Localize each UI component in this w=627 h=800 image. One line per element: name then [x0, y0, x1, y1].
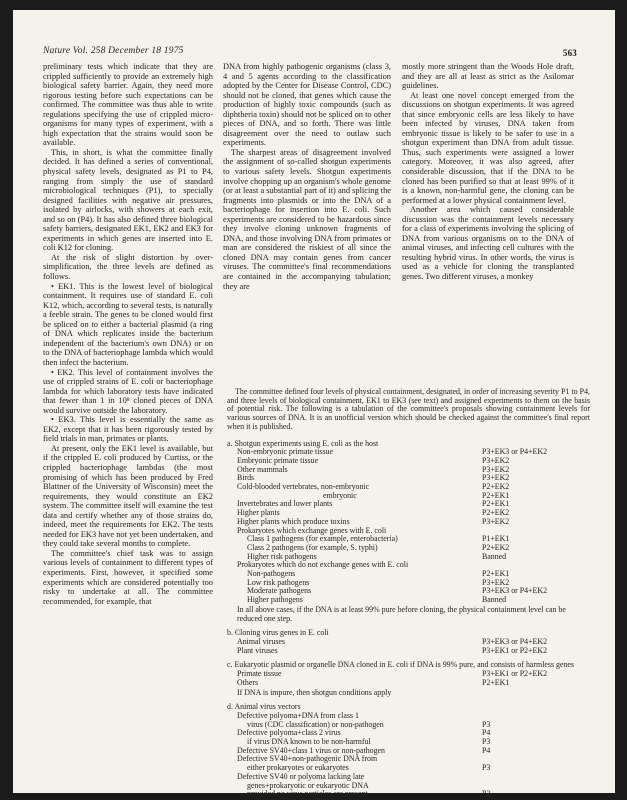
- row-label: either prokaryotes or eukaryotes: [247, 763, 349, 773]
- row-value: P2+EK1: [482, 677, 510, 687]
- section-title: a. Shotgun experiments using E. coli as the host: [227, 438, 379, 448]
- row-label: Defective polyoma+DNA from class 1: [237, 710, 359, 720]
- table-row: [227, 679, 590, 688]
- row-value: P3+EK1 or P2+EK2: [482, 669, 548, 679]
- row-value: P2+EK2: [482, 542, 510, 552]
- table-sections: [227, 440, 590, 799]
- row-value: P2+EK2: [482, 482, 510, 492]
- row-label: Higher pathogens: [247, 595, 303, 605]
- table-row: [227, 647, 590, 656]
- row-label: Invertebrates and lower plants: [237, 499, 333, 509]
- containment-table-box: [227, 387, 590, 799]
- row-value: P4: [482, 728, 491, 738]
- row-value: P2+EK2: [482, 508, 510, 518]
- table-row: [227, 596, 590, 605]
- table-section: [227, 440, 590, 624]
- text-column-3: [402, 62, 574, 380]
- row-label: Class 1 pathogens (for example, enterobacteria): [247, 534, 398, 544]
- row-value: P4: [482, 745, 491, 755]
- table-section: [227, 703, 590, 799]
- row-label: if virus DNA known to be non-harmful: [247, 737, 371, 747]
- row-label: Primate tissue: [237, 669, 282, 679]
- row-label: Higher risk pathogens: [247, 551, 317, 561]
- section-title: d. Animal virus vectors: [227, 702, 301, 712]
- paragraph: This, in short, is what the committee finally decided. It has defined a series of conventional, physical safety levels, designated as P1 to P4, ranging from simply the use of standard microbiological techniques (P1), to specially designed facilities with negative air pressures, isolated by airlocks, with showers at each exit, and so on (P4). It has also defined three biological safety barriers, designated EK1, EK2 and EK3 for experiments in which genes are inserted into E. coli K12 for cloning.: [43, 147, 213, 253]
- row-value: [482, 782, 590, 791]
- row-label: virus (CDC classification) or non-pathogen: [247, 719, 384, 729]
- page-number: 563: [562, 48, 577, 58]
- row-value: P3: [482, 789, 491, 799]
- row-label: Prokaryotes which do not exchange genes with E. coli: [237, 560, 409, 570]
- paragraph: • EK1. This is the lowest level of biological containment. It requires use of standard E. coli K12, which, according to several tests, is naturally a feeble strain. The genes to be cloned would first be spliced on to either a bacterial plasmid (a ring of DNA which replicates inside the bacterium independent of the bacterium's own DNA) or on to the DNA of bacteriophage lambda which would then infect the bacterium.: [43, 281, 213, 367]
- row-value: P3+EK2: [482, 577, 510, 587]
- paragraph: Another area which caused considerable discussion was the containment levels necessary for a class of experiments involving the splicing of DNA from various organisms on to the DNA of animal viruses, and infecting cell cultures with the resulting hybrid virus. In other words, the virus is used as a vehicle for cloning the transplanted genes. Two different viruses, a monkey: [402, 205, 574, 282]
- row-value: P3+EK2: [482, 516, 510, 526]
- row-value: [482, 755, 590, 764]
- table-intro: The committee defined four levels of physical containment, designated, in order of increasing severity P1 to P4, and three levels of biological containment, EK1 to EK3 (see text) and assigned experiments to them on the basis of potential risk. The following is a tabulation of the committee's proposals showing containment levels for various sources of DNA. It is an unofficial version which should be checked against the committee's final report when it is published.: [227, 387, 590, 431]
- row-label: Higher plants: [237, 508, 280, 518]
- row-value: [482, 712, 590, 721]
- table-row: [227, 500, 590, 509]
- row-value: [482, 773, 590, 782]
- row-value: Banned: [482, 595, 507, 605]
- row-label: Embryonic primate tissue: [237, 455, 319, 465]
- row-label: Class 2 pathogens (for example, S. typhi): [247, 542, 378, 552]
- section-title: c. Eukaryotic plasmid or organelle DNA cloned in E. coli if DNA is 99% pure, and consists of harmless genes: [227, 660, 574, 670]
- section-title: b. Cloning virus genes in E. coli: [227, 628, 329, 638]
- row-label: Defective SV40+non-pathogenic DNA from: [237, 754, 378, 764]
- row-value: P3: [482, 763, 491, 773]
- row-label: Defective SV40 or polyoma lacking late: [237, 771, 365, 781]
- row-label: Prokaryotes which exchange genes with E. coli: [237, 525, 387, 535]
- row-value: P1+EK1: [482, 534, 510, 544]
- row-value: P3+EK3 or P4+EK2: [482, 636, 548, 646]
- paragraph: At present, only the EK1 level is available, but if the crippled E. coli produced by Curtiss, or the crippled bacteriophage lambdas (the most promising of which has been produced by Fred Blattner of the University of Wisconsin) meet the requirements, they would constitute an EK2 system. The committee itself will examine the test data and certify whether any of those strains do, indeed, meet the requirements for EK2. The tests needed for EK3 have not yet been undertaken, and they could take several months to complete.: [43, 443, 213, 549]
- row-value: P3+EK2: [482, 473, 510, 483]
- section-note: If DNA is impure, then shotgun conditions apply: [237, 687, 392, 697]
- row-label: Plant viruses: [237, 645, 278, 655]
- row-label: embryonic: [323, 490, 357, 500]
- row-label: Moderate pathogens: [247, 586, 312, 596]
- row-label: provided no virus particles are present: [247, 789, 368, 799]
- row-label: Non-pathogens: [247, 569, 296, 579]
- row-label: genes+prokaryotic or eukaryotic DNA: [247, 780, 369, 790]
- row-label: Non-embryonic primate tissue: [237, 447, 333, 457]
- row-label: Birds: [237, 473, 255, 483]
- row-label: Others: [237, 677, 259, 687]
- paragraph: • EK3. This level is essentially the same as EK2, except that it has been rigorously tested by field trials in man, primates or plants.: [43, 415, 213, 444]
- row-value: P2+EK1: [482, 490, 510, 500]
- paragraph: mostly more stringent than the Woods Hole draft, and they are all at least as strict as the Asilomar guidelines.: [402, 62, 574, 91]
- row-label: Cold-blooded vertebrates, non-embryonic: [237, 482, 370, 492]
- row-label: Defective polyoma+class 2 virus: [237, 728, 341, 738]
- running-header: Nature Vol. 258 December 18 1975: [43, 46, 184, 56]
- table-section: [227, 661, 590, 697]
- table-row: [227, 670, 590, 679]
- row-label: Animal viruses: [237, 636, 285, 646]
- row-value: P2+EK1: [482, 499, 510, 509]
- table-row: [227, 790, 590, 799]
- row-value: P3: [482, 719, 491, 729]
- journal-page: [13, 10, 615, 799]
- text-column-2: [223, 62, 391, 362]
- row-label: Defective SV40+class 1 virus or non-pathogen: [237, 745, 385, 755]
- paragraph: DNA from highly pathogenic organisms (class 3, 4 and 5 agents according to the classification adopted by the Center for Disease Control, CDC) should not be cloned, that genes which cause the production of highly toxic compounds (such as diphtheria toxin) should not be spliced on to other pieces of DNA, and so forth. There was little disagreement over the need to outlaw such experiments.: [223, 62, 391, 148]
- row-value: P2+EK1: [482, 569, 510, 579]
- row-value: P3: [482, 737, 491, 747]
- text-column-1: [43, 62, 213, 788]
- table-row: [227, 466, 590, 475]
- table-section: [227, 629, 590, 655]
- section-note: In all above cases, if the DNA is at least 99% pure before cloning, the physical containment level can be reduced one step.: [237, 604, 566, 623]
- paragraph: The committee's chief task was to assign various levels of containment to different types of experiments. First, however, it specified some experiments which are considered potentially too risky to undertake at all. The committee recommended, for example, that: [43, 548, 213, 606]
- paragraph: preliminary tests which indicate that they are crippled sufficiently to provide an extremely high biological safety barrier. Again, they need more rigorous testing before such expectations can be confirmed. The committee was thus able to write regulations specifying the use of crippled micro-organisms for many types of experiment, with a high expectation that the strains would soon be available.: [43, 62, 213, 148]
- table-row: [227, 483, 590, 492]
- row-value: P3+EK2: [482, 455, 510, 465]
- row-value: Banned: [482, 551, 507, 561]
- paragraph: • EK2. This level of containment involves the use of crippled strains of E. coli or bacteriophage lambda for which laboratory tests have indicated that fewer than 1 in 10⁸ cloned pieces of DNA would survive outside the laboratory.: [43, 367, 213, 415]
- paragraph: At the risk of slight distortion by over-simplification, the three levels are defined as follows.: [43, 252, 213, 282]
- paragraph: At least one novel concept emerged from the discussions on shotgun experiments. It was agreed that since embryonic cells are less likely to have been infected by viruses, DNA taken from embryonic tissue is likely to be safer to use in a shotgun experiment than DNA from adult tissue. Thus, such experiments were assigned a lower category. Moreover, it was also agreed, after considerable discussion, that if the DNA to be cloned has been purified so that at least 99% of it is a known, non-harmful gene, the cloning can be performed at a lower physical containment level.: [402, 90, 574, 205]
- row-value: P3+EK2: [482, 464, 510, 474]
- row-label: Other mammals: [237, 464, 288, 474]
- row-value: P3+EK3 or P4+EK2: [482, 447, 548, 457]
- row-label: Higher plants which produce toxins: [237, 516, 350, 526]
- row-value: P3+EK1 or P2+EK2: [482, 645, 548, 655]
- row-value: P3+EK3 or P4+EK2: [482, 586, 548, 596]
- paragraph: The sharpest areas of disagreement involved the assignment of so-called shotgun experiments to various safety levels. Shotgun experiments involve chopping up an organism's whole genome (or at least a substantial part of it) and splicing the fragments into plasmids or into the DNA of a bacteriophage for insertion into E. coli. Such experiments are considered to be hazardous since they involve cloning unknown fragments of DNA, and those involving DNA from primates or man are considered the riskiest of all since the cloned DNA may contain genes from cancer viruses. The committee's final recommendations are contained in the accompanying tabulation; they are: [223, 147, 391, 291]
- row-label: Low risk pathogens: [247, 577, 310, 587]
